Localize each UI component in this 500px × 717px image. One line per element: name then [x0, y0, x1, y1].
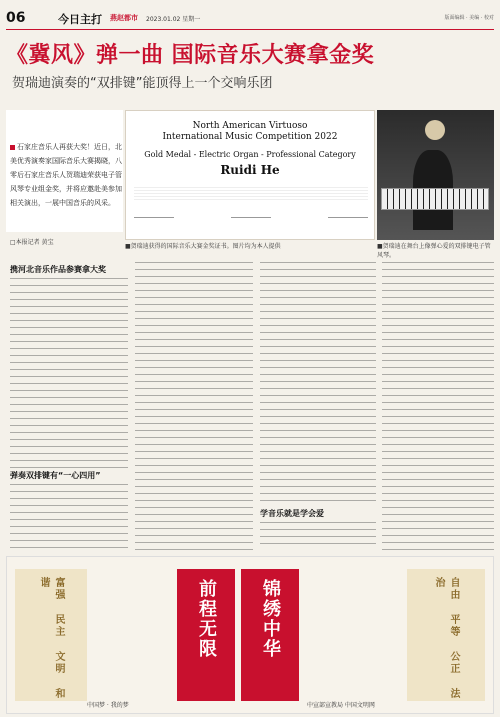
stage-light-icon [425, 120, 445, 140]
certificate-fine-print [134, 187, 368, 201]
column3-body [260, 262, 376, 506]
page-number: 06 [6, 10, 26, 26]
column2-body [135, 262, 253, 550]
paper-name: 燕赵都市 [110, 14, 138, 22]
photo-caption: ■贺瑞迪在舞台上像弹心爱的双排键电子管风琴。 [377, 243, 491, 259]
values-panel-left: 富强 民主 文明 和谐 [15, 569, 87, 701]
column1-body [10, 278, 128, 468]
certificate-title-line2: International Music Competition 2022 [162, 132, 338, 142]
certificate-title-line1: North American Virtuoso [192, 121, 308, 131]
performance-photo [377, 110, 494, 240]
column3-subheading: 学音乐就是学会爱 [260, 509, 324, 518]
public-service-banner [6, 556, 494, 714]
issue-date: 2023.01.02 星期一 [146, 16, 201, 23]
headline: 《冀风》弹一曲 国际音乐大赛拿金奖 [6, 43, 375, 68]
column1-subheading: 弹奏双排键有“一心四用” [10, 471, 101, 480]
header-info: 版面编辑 · 美编 · 校对 [444, 15, 494, 21]
lead-text: 石家庄音乐人再获大奖！近日，北美优秀演奏家国际音乐大赛揭晓，八零后石家庄音乐人贺瑞迪荣获电子管风琴专业组金奖，并将应邀赴美参加相关演出，一展中国音乐的风采。 [10, 143, 122, 207]
column3-body-cont [260, 522, 376, 550]
slogan-panel-right: 锦绣中华 [241, 569, 299, 701]
slogan-panel-left: 前程无限 [177, 569, 235, 701]
values-panel-right: 自由 平等 公正 法治 [407, 569, 485, 701]
column1-heading: 携河北音乐作品参赛拿大奖 [10, 265, 106, 274]
column4-body [382, 262, 494, 550]
reporter: □本报记者 黄宝 [10, 239, 54, 246]
banner-credit-right: 中宣部宣教局 中国文明网 [307, 702, 375, 709]
organ-keyboard-icon [381, 188, 489, 210]
subheadline: 贺瑞迪演奏的“双排键”能顶得上一个交响乐团 [12, 76, 273, 91]
certificate-image [125, 110, 375, 240]
certificate-signatures [134, 217, 368, 231]
section-title: 今日主打 [58, 13, 102, 26]
bullet-icon [10, 145, 15, 150]
page-header [6, 8, 494, 30]
certificate-name: Ruidi He [220, 163, 280, 177]
certificate-caption: ■贺瑞迪获得的国际音乐大赛金奖证书。图片均为本人提供 [125, 243, 281, 250]
column1-body-cont [10, 484, 128, 550]
banner-credit-left: 中国梦 · 我的梦 [87, 702, 129, 709]
certificate-medal: Gold Medal - Electric Organ - Professional Category [144, 150, 356, 159]
